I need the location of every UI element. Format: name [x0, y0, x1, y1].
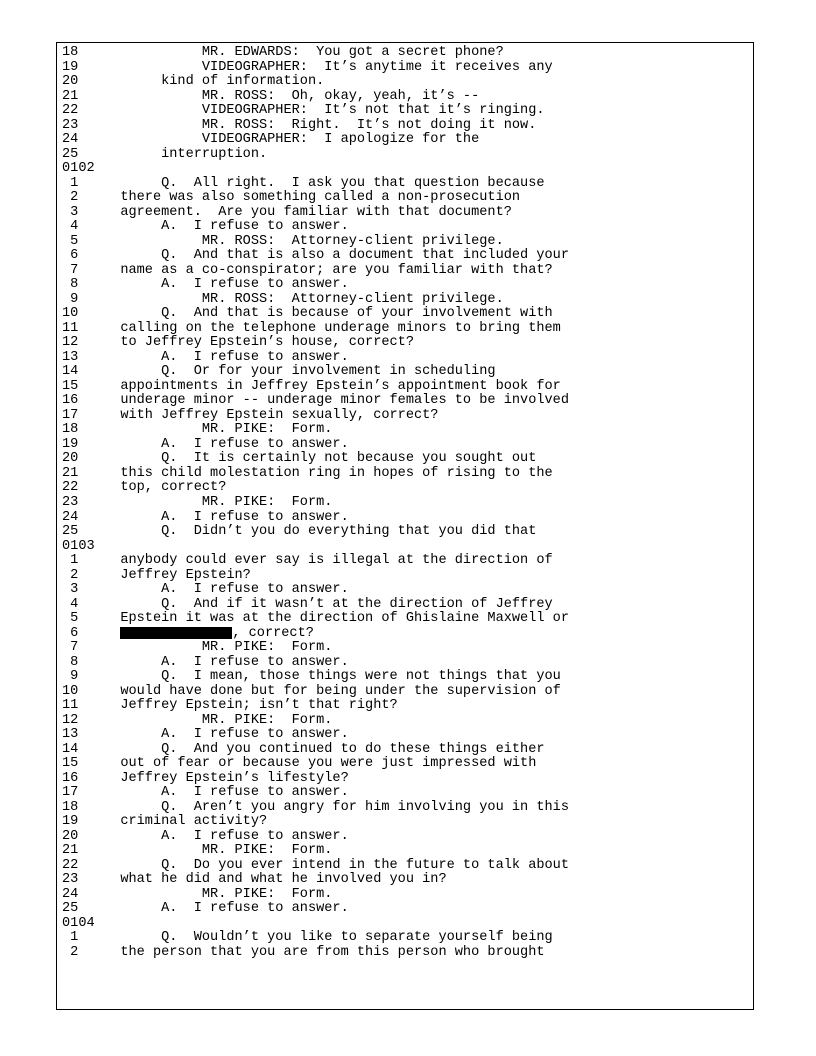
transcript-line	[62, 481, 569, 496]
line-text: Q. And you continued to do these things either	[104, 741, 545, 757]
line-number: 11	[62, 698, 79, 714]
transcript-line	[62, 423, 569, 438]
line-number: 14	[62, 741, 79, 757]
transcript-line	[62, 322, 569, 337]
line-number: 9	[62, 669, 79, 685]
transcript-line	[62, 220, 569, 235]
line-text: Q. Do you ever intend in the future to talk about	[104, 857, 569, 873]
transcript-line	[62, 612, 569, 627]
transcript-line	[62, 206, 569, 221]
transcript-line	[62, 177, 569, 192]
transcript-line	[62, 554, 569, 569]
line-text: A. I refuse to answer.	[104, 436, 349, 452]
transcript-line	[62, 249, 569, 264]
page-number-marker	[62, 162, 569, 177]
line-text: Epstein it was at the direction of Ghislaine Maxwell or	[104, 611, 569, 627]
line-text: MR. PIKE: Form.	[104, 712, 333, 728]
page-number: 0104	[62, 915, 95, 931]
line-text: criminal activity?	[104, 814, 268, 830]
transcript-line	[62, 902, 569, 917]
line-text: out of fear or because you were just impressed with	[104, 756, 537, 772]
line-text: underage minor -- underage minor females to be involved	[104, 393, 569, 409]
line-number: 13	[62, 727, 79, 743]
line-number: 13	[62, 349, 79, 365]
line-text: Q. And if it wasn’t at the direction of Jeffrey	[104, 596, 553, 612]
line-text: to Jeffrey Epstein’s house, correct?	[104, 335, 414, 351]
transcript-line	[62, 380, 569, 395]
line-text: MR. PIKE: Form.	[104, 494, 333, 510]
line-number: 16	[62, 770, 79, 786]
line-number: 25	[62, 901, 79, 917]
line-number: 21	[62, 843, 79, 859]
line-text: Q. Or for your involvement in scheduling	[104, 364, 496, 380]
line-number: 23	[62, 872, 79, 888]
transcript-line	[62, 511, 569, 526]
line-text: Jeffrey Epstein’s lifestyle?	[104, 770, 349, 786]
page-number: 0103	[62, 538, 95, 554]
line-text: VIDEOGRAPHER: I apologize for the	[104, 132, 480, 148]
transcript-line	[62, 685, 569, 700]
line-number: 12	[62, 712, 79, 728]
transcript-line	[62, 409, 569, 424]
line-number: 24	[62, 509, 79, 525]
line-number: 2	[62, 944, 79, 960]
transcript-line	[62, 931, 569, 946]
transcript-line	[62, 714, 569, 729]
line-number: 17	[62, 407, 79, 423]
transcript-line	[62, 235, 569, 250]
line-text: name as a co-conspirator; are you familiar with that?	[104, 262, 553, 278]
transcript-line	[62, 148, 569, 163]
line-number: 6	[62, 625, 79, 641]
line-number: 1	[62, 930, 79, 946]
line-text: , correct?	[232, 625, 314, 641]
line-number: 1	[62, 175, 79, 191]
transcript-line	[62, 946, 569, 961]
line-number: 8	[62, 654, 79, 670]
transcript-line	[62, 656, 569, 671]
line-text: MR. ROSS: Right. It’s not doing it now.	[104, 117, 537, 133]
line-text: A. I refuse to answer.	[104, 901, 349, 917]
transcript-line	[62, 815, 569, 830]
line-number: 25	[62, 146, 79, 162]
line-text: MR. PIKE: Form.	[104, 422, 333, 438]
transcript-line	[62, 844, 569, 859]
page-number: 0102	[62, 161, 95, 177]
transcript-line	[62, 119, 569, 134]
line-text: appointments in Jeffrey Epstein’s appointment book for	[104, 378, 561, 394]
transcript-line	[62, 859, 569, 874]
line-number: 21	[62, 88, 79, 104]
line-number: 24	[62, 886, 79, 902]
line-text: MR. ROSS: Oh, okay, yeah, it’s --	[104, 88, 480, 104]
transcript-line	[62, 569, 569, 584]
transcript-line	[62, 525, 569, 540]
transcript-line	[62, 351, 569, 366]
line-text: A. I refuse to answer.	[104, 727, 349, 743]
line-number: 2	[62, 567, 79, 583]
line-text: what he did and what he involved you in?	[104, 872, 447, 888]
line-number: 5	[62, 233, 79, 249]
line-number: 12	[62, 335, 79, 351]
line-number: 5	[62, 611, 79, 627]
line-number: 19	[62, 814, 79, 830]
line-text: top, correct?	[104, 480, 227, 496]
transcript-line	[62, 873, 569, 888]
transcript-line	[62, 133, 569, 148]
transcript-line	[62, 757, 569, 772]
line-number: 24	[62, 132, 79, 148]
line-text: MR. ROSS: Attorney-client privilege.	[104, 291, 504, 307]
line-text: A. I refuse to answer.	[104, 785, 349, 801]
line-text: Q. And that is because of your involvement with	[104, 306, 553, 322]
line-text: VIDEOGRAPHER: It’s not that it’s ringing.	[104, 103, 545, 119]
line-text: Jeffrey Epstein?	[104, 567, 251, 583]
line-text: would have done but for being under the supervision of	[104, 683, 561, 699]
line-number: 20	[62, 828, 79, 844]
line-number: 4	[62, 219, 79, 235]
transcript-line	[62, 627, 569, 642]
line-number: 3	[62, 204, 79, 220]
transcript-body	[62, 46, 569, 960]
transcript-line	[62, 307, 569, 322]
transcript-line	[62, 293, 569, 308]
line-number: 6	[62, 248, 79, 264]
line-number: 18	[62, 799, 79, 815]
line-number: 22	[62, 857, 79, 873]
line-text: this child molestation ring in hopes of rising to the	[104, 465, 553, 481]
line-number: 25	[62, 524, 79, 540]
transcript-line	[62, 264, 569, 279]
line-text: Q. Didn’t you do everything that you did that	[104, 524, 537, 540]
line-number: 14	[62, 364, 79, 380]
line-number: 22	[62, 480, 79, 496]
transcript-line	[62, 46, 569, 61]
line-number: 1	[62, 553, 79, 569]
line-text: Q. Aren’t you angry for him involving you in this	[104, 799, 569, 815]
line-number: 2	[62, 190, 79, 206]
transcript-line	[62, 641, 569, 656]
line-text: MR. PIKE: Form.	[104, 640, 333, 656]
transcript-line	[62, 438, 569, 453]
line-number: 18	[62, 422, 79, 438]
line-text: A. I refuse to answer.	[104, 509, 349, 525]
line-number: 15	[62, 756, 79, 772]
redaction-block	[120, 627, 232, 639]
line-text: Q. And that is also a document that included your	[104, 248, 569, 264]
line-text: A. I refuse to answer.	[104, 219, 349, 235]
line-text: A. I refuse to answer.	[104, 582, 349, 598]
page-number-marker	[62, 917, 569, 932]
line-text: MR. EDWARDS: You got a secret phone?	[104, 45, 504, 60]
line-number: 20	[62, 451, 79, 467]
line-text: kind of information.	[104, 74, 325, 90]
transcript-line	[62, 467, 569, 482]
line-text: with Jeffrey Epstein sexually, correct?	[104, 407, 439, 423]
line-number: 19	[62, 59, 79, 75]
transcript-line	[62, 278, 569, 293]
transcript-line	[62, 61, 569, 76]
line-text: VIDEOGRAPHER: It’s anytime it receives any	[104, 59, 553, 75]
transcript-frame	[56, 42, 754, 1010]
transcript-line	[62, 583, 569, 598]
line-number: 20	[62, 74, 79, 90]
line-number: 4	[62, 596, 79, 612]
transcript-line	[62, 728, 569, 743]
line-number: 7	[62, 262, 79, 278]
line-number: 10	[62, 306, 79, 322]
transcript-line	[62, 90, 569, 105]
transcript-line	[62, 830, 569, 845]
line-text: Q. All right. I ask you that question because	[104, 175, 545, 191]
transcript-line	[62, 786, 569, 801]
line-number: 8	[62, 277, 79, 293]
line-text: Q. I mean, those things were not things that you	[104, 669, 561, 685]
transcript-line	[62, 104, 569, 119]
transcript-line	[62, 365, 569, 380]
line-number: 23	[62, 117, 79, 133]
line-text: calling on the telephone underage minors to bring them	[104, 320, 561, 336]
line-text: A. I refuse to answer.	[104, 277, 349, 293]
transcript-line	[62, 336, 569, 351]
line-text: MR. PIKE: Form.	[104, 886, 333, 902]
line-text: the person that you are from this person who brought	[104, 944, 545, 960]
line-text: there was also something called a non-prosecution	[104, 190, 521, 206]
line-text: interruption.	[104, 146, 268, 162]
line-text: MR. ROSS: Attorney-client privilege.	[104, 233, 504, 249]
line-number: 10	[62, 683, 79, 699]
line-number: 17	[62, 785, 79, 801]
transcript-line	[62, 699, 569, 714]
line-number: 23	[62, 494, 79, 510]
transcript-line	[62, 772, 569, 787]
line-number: 15	[62, 378, 79, 394]
line-number: 16	[62, 393, 79, 409]
line-text: Q. Wouldn’t you like to separate yourself being	[104, 930, 553, 946]
line-number: 9	[62, 291, 79, 307]
line-text: agreement. Are you familiar with that document?	[104, 204, 512, 220]
line-text: Q. It is certainly not because you sought out	[104, 451, 537, 467]
line-number: 19	[62, 436, 79, 452]
line-text: A. I refuse to answer.	[104, 349, 349, 365]
transcript-line	[62, 75, 569, 90]
line-text: A. I refuse to answer.	[104, 828, 349, 844]
transcript-line	[62, 743, 569, 758]
transcript-line	[62, 452, 569, 467]
line-text: A. I refuse to answer.	[104, 654, 349, 670]
transcript-line	[62, 801, 569, 816]
line-text: Jeffrey Epstein; isn’t that right?	[104, 698, 398, 714]
transcript-line	[62, 670, 569, 685]
line-number: 3	[62, 582, 79, 598]
line-text: MR. PIKE: Form.	[104, 843, 333, 859]
line-number: 7	[62, 640, 79, 656]
page-number-marker	[62, 540, 569, 555]
transcript-line	[62, 394, 569, 409]
line-number: 22	[62, 103, 79, 119]
line-text: anybody could ever say is illegal at the direction of	[104, 553, 553, 569]
transcript-line	[62, 496, 569, 511]
line-number: 11	[62, 320, 79, 336]
line-number: 18	[62, 45, 79, 60]
transcript-line	[62, 191, 569, 206]
transcript-line	[62, 598, 569, 613]
line-number: 21	[62, 465, 79, 481]
transcript-line	[62, 888, 569, 903]
